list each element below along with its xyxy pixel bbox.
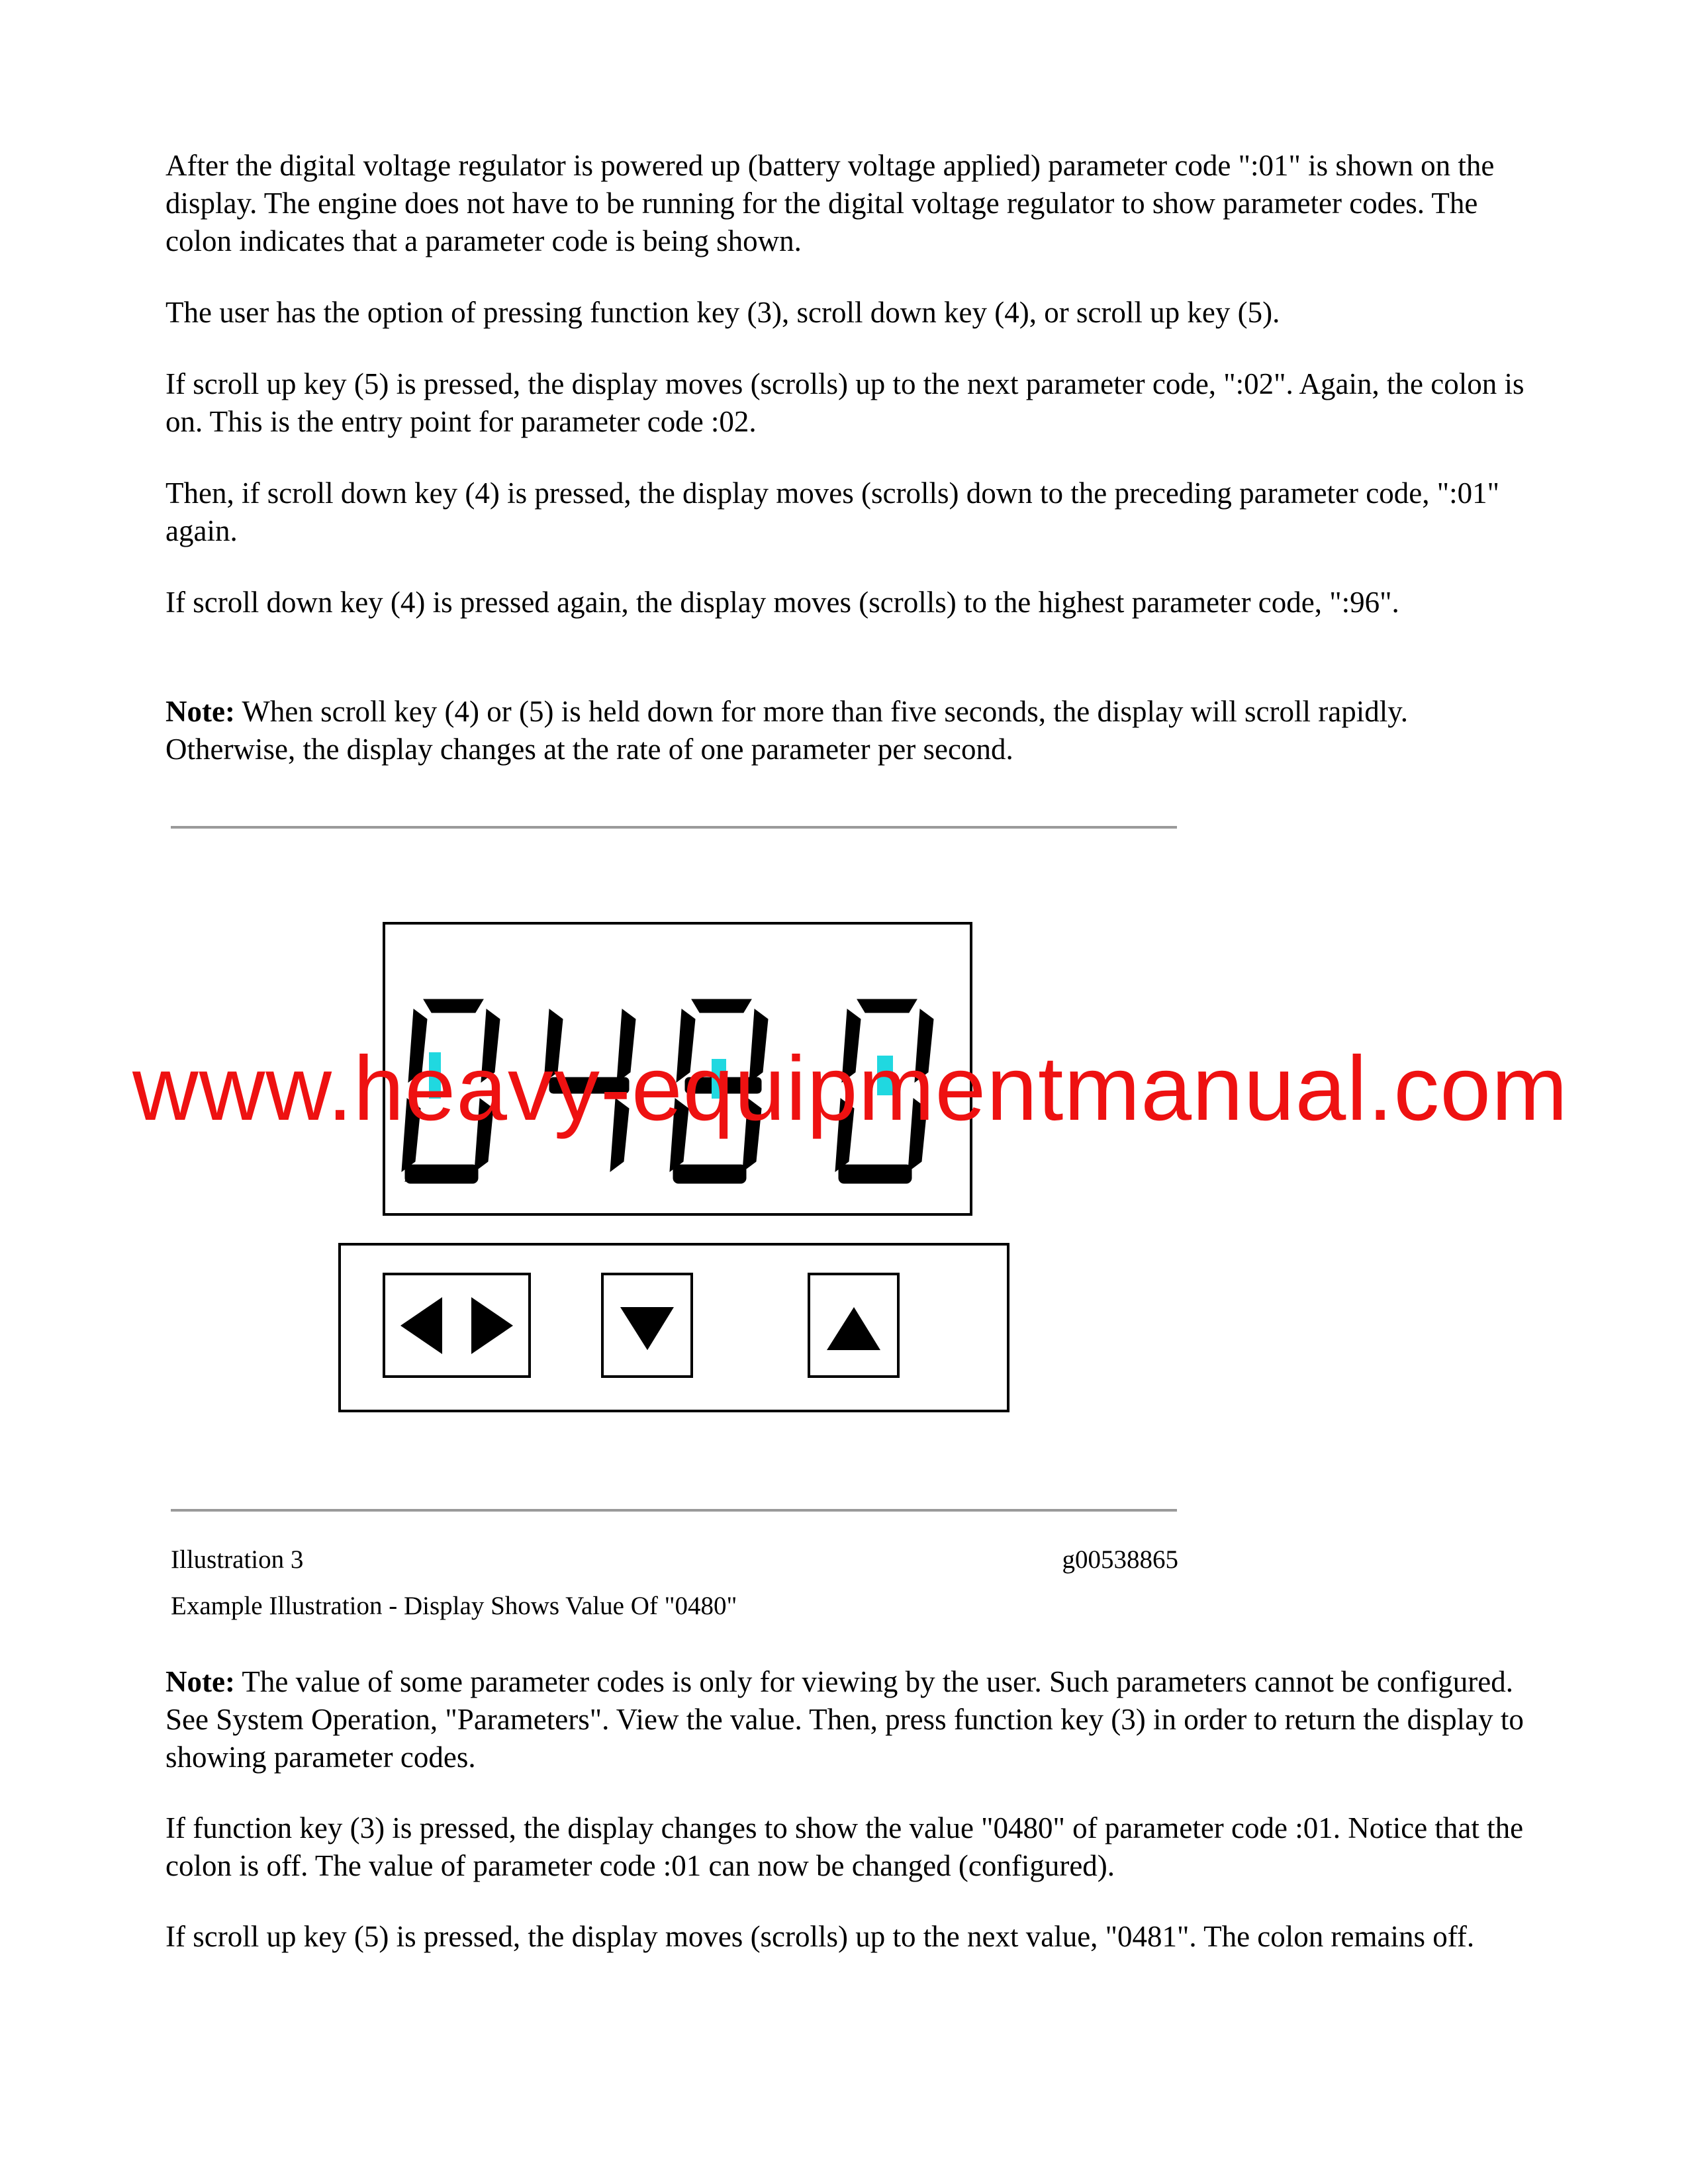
note-text: When scroll key (4) or (5) is held down for more than five seconds, the display will scroll rapidly. Otherwise, the display changes at the rate of one parameter per second.	[165, 695, 1409, 766]
note-label: Note:	[165, 1665, 235, 1698]
paragraph-scroll-up: If scroll up key (5) is pressed, the display moves (scrolls) up to the next parameter code, ":02". Again, the colon is on. This is the entry point for parameter code :02.	[165, 367, 1524, 438]
note-view-only	[165, 1663, 1542, 1776]
illustration-id: g00538865	[1062, 1545, 1178, 1574]
note-label: Note:	[165, 695, 235, 728]
figure-caption: Example Illustration - Display Shows Value Of "0480"	[171, 1592, 737, 1620]
paragraph-function-key: If function key (3) is pressed, the display changes to show the value "0480" of parameter code :01. Notice that the colon is off. The value of parameter code :01 can now be changed (configured).	[165, 1811, 1524, 1882]
paragraph-scroll-down: Then, if scroll down key (4) is pressed, the display moves (scrolls) down to the preceding parameter code, ":01" again.	[165, 477, 1499, 547]
watermark-text: www.heavy-equipmentmanual.com	[132, 1038, 1569, 1140]
paragraph-intro: After the digital voltage regulator is powered up (battery voltage applied) parameter code ":01" is shown on the display. The engine does not have to be running for the digital voltage regulator to show parameter codes. The colon indicates that a parameter code is being shown.	[165, 149, 1495, 257]
paragraph-next-value: If scroll up key (5) is pressed, the display moves (scrolls) up to the next value, "0481". The colon remains off.	[165, 1920, 1475, 1953]
note-text: The value of some parameter codes is only for viewing by the user. Such parameters cannot be configured. See System Operation, "Parameters". View the value. Then, press function key (3) in order to return the display to showing parameter codes.	[165, 1665, 1524, 1774]
paragraph-options: The user has the option of pressing function key (3), scroll down key (4), or scroll up key (5).	[165, 296, 1280, 329]
figure-bottom-rule	[171, 1509, 1177, 1512]
illustration-label: Illustration 3	[171, 1545, 304, 1574]
paragraph-scroll-down-again: If scroll down key (4) is pressed again, the display moves (scrolls) to the highest parameter code, ":96".	[165, 586, 1399, 619]
